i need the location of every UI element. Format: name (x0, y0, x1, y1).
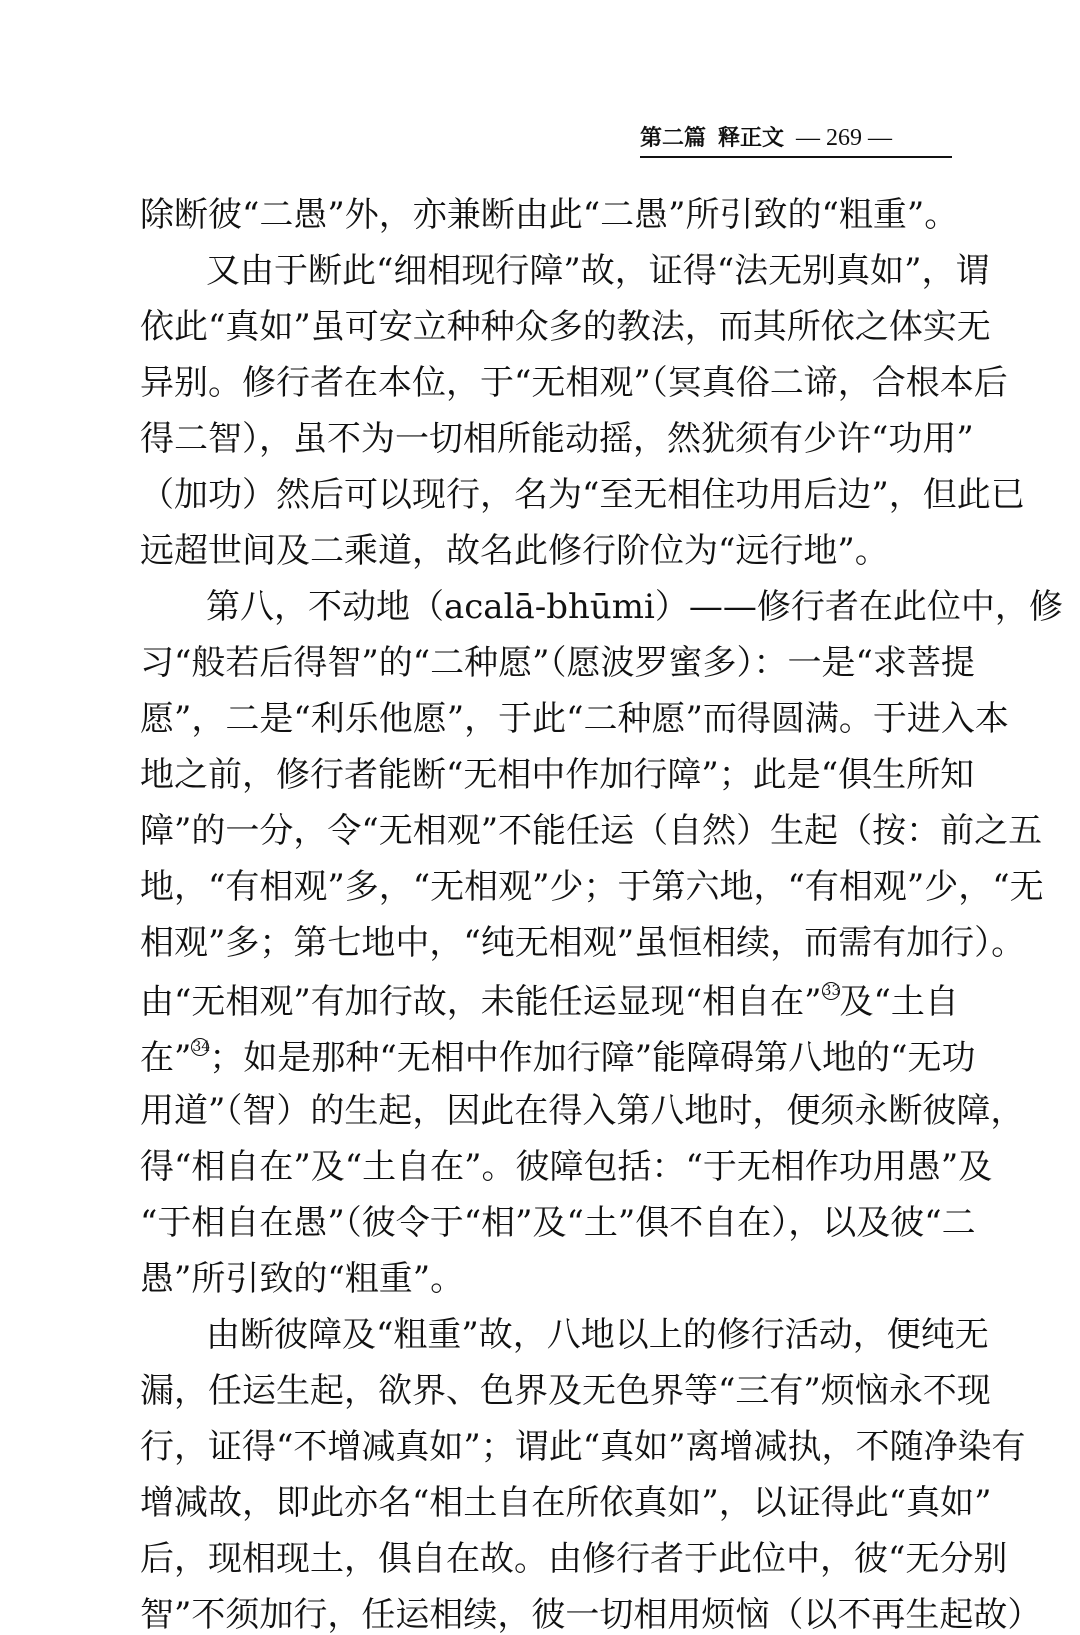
text-line: 地，“有相观”多，“无相观”少；于第六地，“有相观”少，“无 (140, 867, 1044, 907)
text-line: 地之前，修行者能断“无相中作加行障”；此是“俱生所知 (140, 755, 975, 795)
text-line: 又由于断此“细相现行障”故，证得“法无别真如”，谓 (206, 251, 990, 291)
text-segment: 及“土自 (839, 982, 959, 1022)
text-line: （加功）然后可以现行，名为“至无相住功用后边”，但此已 (140, 475, 1025, 515)
text-line: 远超世间及二乘道，故名此修行阶位为“远行地”。 (140, 531, 889, 571)
text-segment: ；如是那种“无相中作加行障”能障碍第八地的“无功 (209, 1038, 976, 1078)
text-line: 依此“真如”虽可安立种种众多的教法，而其所依之体实无 (140, 307, 991, 347)
text-segment: 在” (140, 1038, 192, 1078)
text-line: 由断彼障及“粗重”故，八地以上的修行活动，便纯无 (206, 1315, 989, 1355)
text-line: 智”不须加行，任运相续，彼一切相用烦恼（以不再生起故） (140, 1595, 1042, 1635)
running-header (640, 118, 952, 152)
text-line: 除断彼“二愚”外，亦兼断由此“二愚”所引致的“粗重”。 (140, 195, 959, 235)
header-title: 释正文 (718, 125, 785, 151)
text-line: 漏，任运生起，欲界、色界及无色界等“三有”烦恼永不现 (140, 1371, 991, 1411)
text-line: 习“般若后得智”的“二种愿”（愿波罗蜜多）：一是“求菩提 (140, 643, 975, 683)
header-rule (640, 156, 952, 158)
text-segment: 由“无相观”有加行故，未能任运显现“相自在” (140, 982, 822, 1022)
text-line: 第八，不动地（acalā-bhūmi）——修行者在此位中，修 (206, 587, 1063, 627)
footnote-marker: 33 (822, 983, 841, 999)
text-line: 得“相自在”及“土自在”。彼障包括：“于无相作功用愚”及 (140, 1147, 993, 1187)
text-line: 得二智），虽不为一切相所能动摇，然犹须有少许“功用” (140, 419, 974, 459)
text-line: 障”的一分，令“无相观”不能任运（自然）生起（按：前之五 (140, 811, 1043, 851)
text-line: “于相自在愚”（彼令于“相”及“土”俱不自在），以及彼“二 (140, 1203, 976, 1243)
text-line: 用道”（智）的生起，因此在得入第八地时，便须永断彼障， (140, 1091, 1025, 1131)
text-line: 愚”所引致的“粗重”。 (140, 1259, 465, 1299)
text-line: 异别。修行者在本位，于“无相观”（冥真俗二谛，合根本后 (140, 363, 1008, 403)
text-line: 愿”，二是“利乐他愿”，于此“二种愿”而得圆满。于进入本 (140, 699, 1009, 739)
text-line: 行，证得“不增减真如”；谓此“真如”离增减执，不随净染有 (140, 1427, 1026, 1467)
text-line (140, 1038, 976, 1078)
page-number: — 269 — (796, 125, 893, 151)
footnote-marker: 34 (192, 1039, 211, 1055)
text-line: 相观”多；第七地中，“纯无相观”虽恒相续，而需有加行）。 (140, 923, 1026, 963)
text-line: 增减故，即此亦名“相土自在所依真如”，以证得此“真如” (140, 1483, 992, 1523)
text-line (140, 982, 959, 1022)
header-part: 第二篇 (640, 125, 707, 151)
text-line: 后，现相现土，俱自在故。由修行者于此位中，彼“无分别 (140, 1539, 1008, 1579)
